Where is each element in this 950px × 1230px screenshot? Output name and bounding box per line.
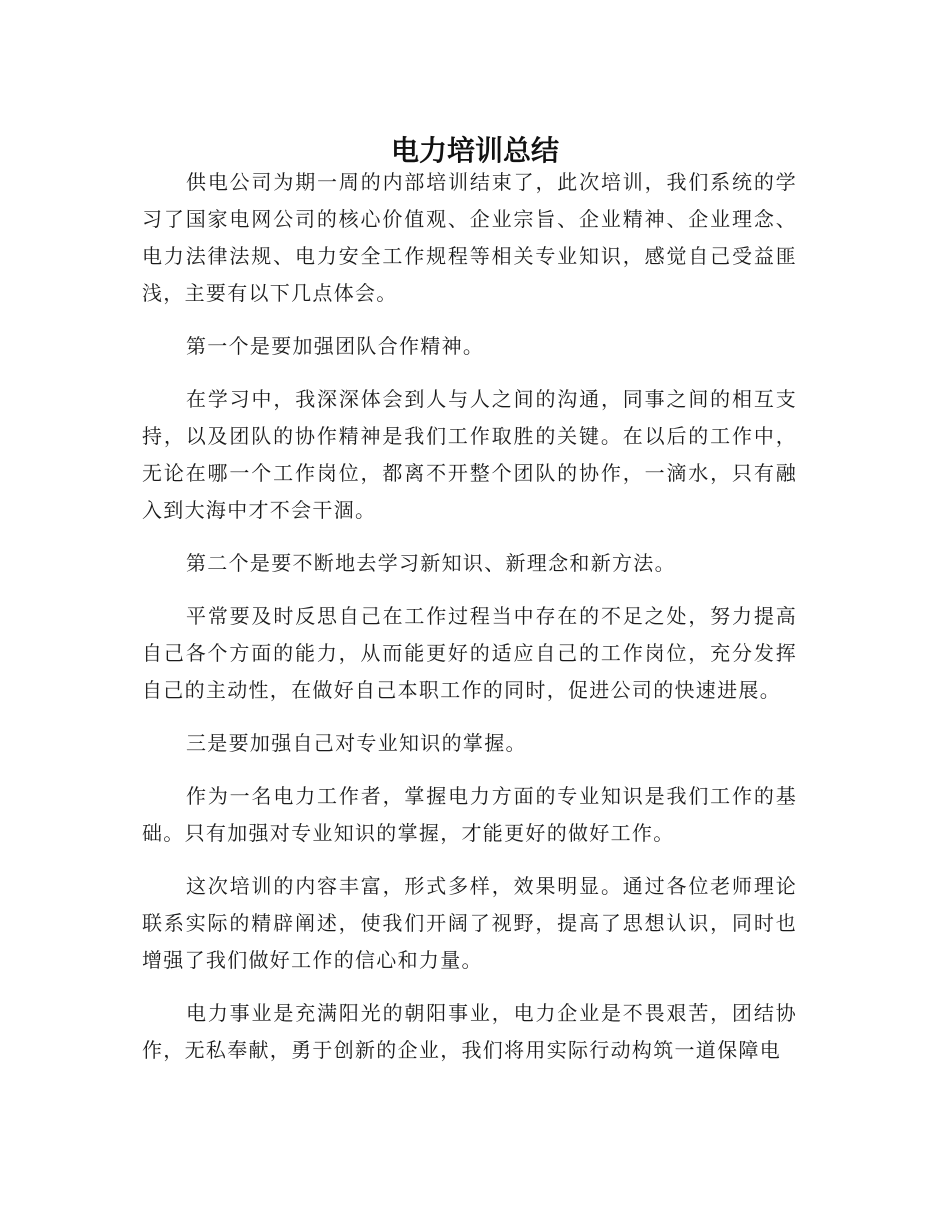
paragraph: 供电公司为期一周的内部培训结束了，此次培训，我们系统的学习了国家电网公司的核心价值观、企业宗旨、企业精神、企业理念、电力法律法规、电力安全工作规程等相关专业知识，感觉自己受益匪浅，主要有以下几点体会。 <box>142 170 797 305</box>
paragraph: 三是要加强自己对专业知识的掌握。 <box>186 731 527 755</box>
paragraph: 作为一名电力工作者，掌握电力方面的专业知识是我们工作的基础。只有加强对专业知识的掌握，才能更好的做好工作。 <box>142 784 797 845</box>
paragraph: 这次培训的内容丰富，形式多样，效果明显。通过各位老师理论联系实际的精辟阐述，使我们开阔了视野，提高了思想认识，同时也增强了我们做好工作的信心和力量。 <box>142 874 797 972</box>
paragraph: 在学习中，我深深体会到人与人之间的沟通，同事之间的相互支持，以及团队的协作精神是我们工作取胜的关键。在以后的工作中，无论在哪一个工作岗位，都离不开整个团队的协作，一滴水，只有融入到大海中才不会干涸。 <box>142 387 797 522</box>
paragraph: 第二个是要不断地去学习新知识、新理念和新方法。 <box>186 551 676 575</box>
paragraph: 电力事业是充满阳光的朝阳事业，电力企业是不畏艰苦，团结协作，无私奉献，勇于创新的企业，我们将用实际行动构筑一道保障电 <box>142 1001 797 1062</box>
document-body <box>142 164 797 1085</box>
paragraph: 第一个是要加强团队合作精神。 <box>186 334 485 358</box>
paragraph: 平常要及时反思自己在工作过程当中存在的不足之处，努力提高自己各个方面的能力，从而能更好的适应自己的工作岗位，充分发挥自己的主动性，在做好自己本职工作的同时，促进公司的快速进展。 <box>142 604 797 702</box>
document-title: 电力培训总结 <box>390 133 559 167</box>
